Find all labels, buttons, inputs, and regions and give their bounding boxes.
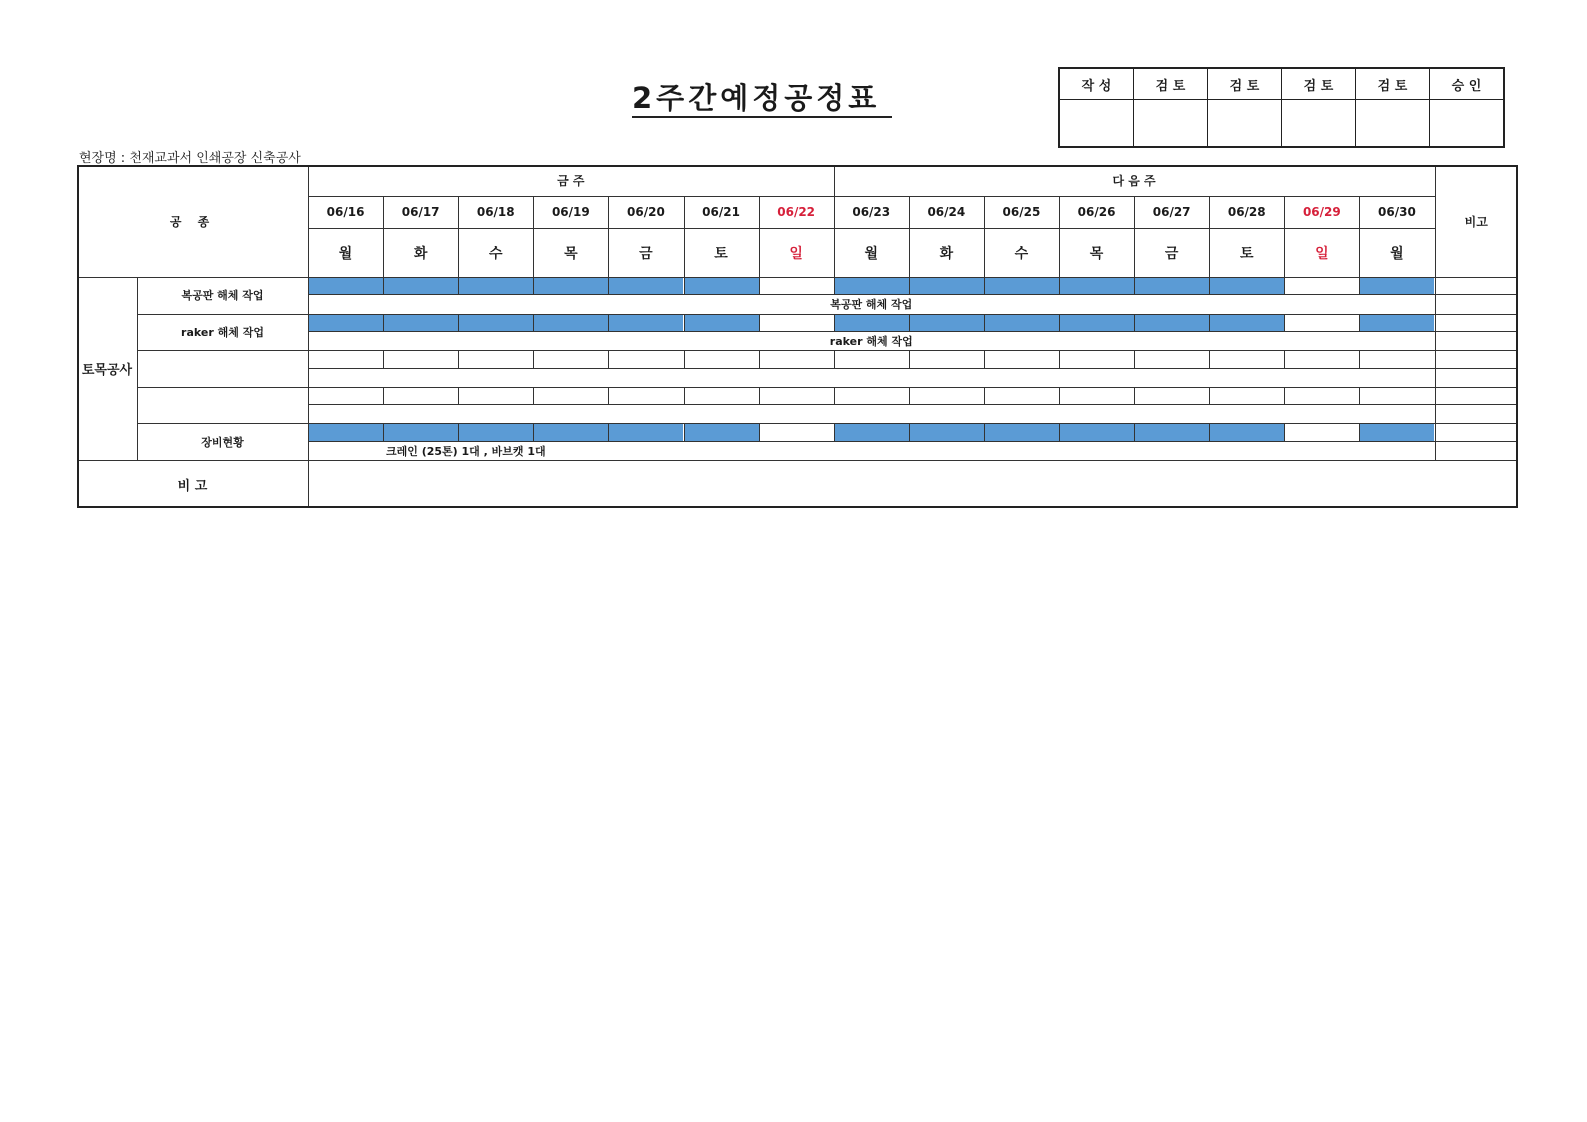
date-cell: 06/17 <box>401 205 440 219</box>
signature-cell <box>1430 100 1505 148</box>
weekday-cell: 일 <box>789 245 803 262</box>
date-cell: 06/25 <box>1002 205 1041 219</box>
task-note: raker 해체 작업 <box>829 335 913 349</box>
task-name: raker 해체 작업 <box>181 325 264 339</box>
date-cell: 06/22 <box>777 205 816 219</box>
weekday-cell: 목 <box>564 245 578 262</box>
date-cell: 06/20 <box>627 205 665 219</box>
weekday-cell: 토 <box>1239 245 1254 262</box>
date-cell: 06/30 <box>1378 205 1416 219</box>
weekday-cell: 목 <box>1089 245 1104 262</box>
task-name: 장비현황 <box>201 435 244 449</box>
weekday-cell: 월 <box>864 245 878 262</box>
approval-box <box>1058 67 1505 148</box>
weekday-cell: 수 <box>1014 245 1029 262</box>
date-cell: 06/16 <box>326 205 365 219</box>
weekday-cell: 금 <box>639 245 653 262</box>
document-title: 2주간예정공정표 <box>632 80 892 118</box>
signature-cell <box>1134 100 1208 148</box>
trade-header: 공 종 <box>169 214 216 229</box>
next-week-header: 다 음 주 <box>1112 174 1156 188</box>
date-cell: 06/23 <box>852 205 891 219</box>
date-cell: 06/19 <box>551 205 590 219</box>
weekday-cell: 화 <box>413 245 428 262</box>
date-cell: 06/26 <box>1077 205 1116 219</box>
weekday-cell: 토 <box>714 245 728 262</box>
date-cell: 06/24 <box>927 205 966 219</box>
signature-cell <box>1282 100 1356 148</box>
remark-header: 비고 <box>1464 214 1488 229</box>
this-week-header: 금 주 <box>557 174 585 188</box>
weekday-cell: 금 <box>1164 245 1179 262</box>
date-cell: 06/21 <box>702 205 740 219</box>
group-label: 토목공사 <box>81 363 133 378</box>
weekday-cell: 일 <box>1315 245 1329 262</box>
task-name: 복공판 해체 작업 <box>181 289 264 303</box>
weekday-cell: 월 <box>338 245 353 262</box>
weekday-cell: 화 <box>939 245 954 262</box>
site-name: 현장명 : 천재교과서 인쇄공장 신축공사 <box>79 151 301 166</box>
approval-label: 검 토 <box>1208 68 1282 100</box>
approval-label: 검 토 <box>1134 68 1208 100</box>
weekday-cell: 월 <box>1390 245 1404 262</box>
signature-cell <box>1059 100 1134 148</box>
table-border <box>77 165 1518 508</box>
weekday-cell: 수 <box>488 245 503 262</box>
date-cell: 06/28 <box>1227 205 1266 219</box>
date-cell: 06/29 <box>1302 205 1341 219</box>
signature-cell <box>1356 100 1430 148</box>
task-note: 크레인 (25톤) 1대 , 바브캣 1대 <box>386 444 546 458</box>
approval-label: 검 토 <box>1282 68 1356 100</box>
approval-label: 검 토 <box>1356 68 1430 100</box>
date-cell: 06/27 <box>1152 205 1191 219</box>
footer-remark-label: 비 고 <box>177 478 208 494</box>
signature-cell <box>1208 100 1282 148</box>
date-cell: 06/18 <box>476 205 515 219</box>
task-note: 복공판 해체 작업 <box>830 298 913 312</box>
schedule-table <box>77 165 1518 508</box>
approval-label: 작 성 <box>1059 68 1134 100</box>
approval-label: 승 인 <box>1430 68 1505 100</box>
